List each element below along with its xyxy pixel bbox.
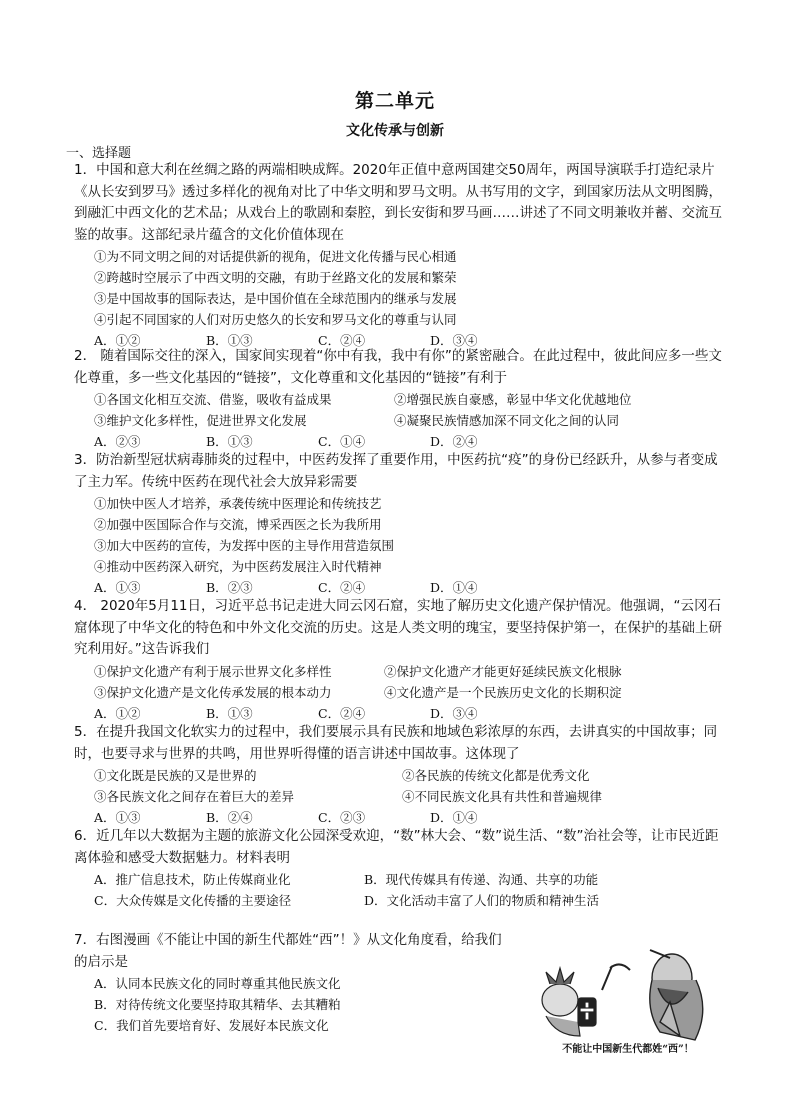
page-title: 第二单元 xyxy=(354,90,435,112)
question-3 xyxy=(74,450,724,598)
cartoon-caption: 不能让中国新生代都姓“西”！ xyxy=(562,1044,694,1055)
question-5-stem: 5．在提升我国文化软实力的过程中，我们要展示具有民族和地域色彩浓厚的东西，去讲真实的中国故事；同时，也要寻求与世界的共鸣，用世界听得懂的语言讲述中国故事。这体现了 xyxy=(74,724,718,762)
question-3-option: ③加大中医药的宣传，为发挥中医的主导作用营造氛围 xyxy=(94,538,395,553)
question-1-stem: 1．中国和意大利在丝绸之路的两端相映成辉。2020年正值中意两国建交50周年，两国导演联手打造纪录片《从长安到罗马》透过多样化的视角对比了中华文明和罗马文明。从书写用的文字，到国家历法从文明图腾，到融汇中西文化的艺术品；从戏台上的歌剧和秦腔，到长安街和罗马画……讲述了不同文明兼收并蓄、交流互鉴的故事。这部纪录片蕴含的文化价值体现在 xyxy=(74,162,722,243)
question-4-answers xyxy=(74,703,724,724)
answer-choice: B．①③ xyxy=(206,434,253,449)
question-6-stem: 6．近几年以大数据为主题的旅游文化公园深受欢迎，“数”林大会、“数”说生活、“数”治社会等，让市民近距离体验和感受大数据魅力。材料表明 xyxy=(74,828,719,866)
question-6-option: A．推广信息技术，防止传媒商业化 xyxy=(94,872,291,887)
question-1-option: ②跨越时空展示了中西文明的交融，有助于丝路文化的发展和繁荣 xyxy=(94,270,457,285)
question-1-option: ③是中国故事的国际表达，是中国价值在全球范围内的继承与发展 xyxy=(94,291,457,306)
question-4 xyxy=(74,596,724,724)
question-4-option: ④文化遗产是一个民族历史文化的长期积淀 xyxy=(384,684,622,700)
question-2 xyxy=(74,346,724,452)
question-3-stem: 3．防治新型冠状病毒肺炎的过程中，中医药发挥了重要作用，中医药抗“疫”的身份已经跃升，从参与者变成了主力军。传统中医药在现代社会大放异彩需要 xyxy=(74,452,718,490)
question-3-option: ①加快中医人才培养，承袭传统中医理论和传统技艺 xyxy=(94,496,382,511)
answer-choice: B．②④ xyxy=(206,810,253,825)
question-5 xyxy=(74,722,724,828)
answer-choice: C．②④ xyxy=(318,333,366,348)
question-2-answers xyxy=(74,431,724,452)
question-6-option: D．文化活动丰富了人们的物质和精神生活 xyxy=(364,893,600,908)
question-3-answers xyxy=(74,577,724,598)
answer-choice: B．①③ xyxy=(206,705,253,721)
question-3-option: ④推动中医药深入研究，为中医药发展注入时代精神 xyxy=(94,559,382,574)
question-2-option: ④凝聚民族情感加深不同文化之间的认同 xyxy=(394,413,620,428)
question-1-option: ①为不同文明之间的对话提供新的视角，促进文化传播与民心相通 xyxy=(94,249,457,264)
question-5-option: ①文化既是民族的又是世界的 xyxy=(94,768,257,783)
question-4-option: ③保护文化遗产是文化传承发展的根本动力 xyxy=(94,684,332,700)
question-5-options-row xyxy=(74,765,724,786)
question-5-option: ②各民族的传统文化都是优秀文化 xyxy=(402,768,590,783)
child-figure xyxy=(542,968,596,1036)
question-1-option: ④引起不同国家的人们对历史悠久的长安和罗马文化的尊重与认同 xyxy=(94,312,457,327)
question-2-options-row xyxy=(74,389,724,410)
answer-choice: A．①② xyxy=(94,333,141,348)
answer-choice: C．①④ xyxy=(318,434,366,449)
question-1 xyxy=(74,160,724,351)
question-2-option: ②增强民族自豪感，彰显中华文化优越地位 xyxy=(394,392,632,407)
question-5-answers xyxy=(74,807,724,828)
question-7-option: A．认同本民族文化的同时尊重其他民族文化 xyxy=(94,976,341,991)
question-7-option: B．对待传统文化要坚持取其精华、去其糟粕 xyxy=(94,997,341,1012)
question-4-options-row xyxy=(74,682,724,703)
answer-choice: A．①③ xyxy=(94,580,141,595)
section-heading: 一、选择题 xyxy=(66,146,132,161)
question-5-option: ④不同民族文化具有共性和普遍规律 xyxy=(402,789,603,804)
answer-choice: A．①③ xyxy=(94,810,141,825)
answer-choice: D．②④ xyxy=(430,434,478,449)
question-2-option: ③维护文化多样性，促进世界文化发展 xyxy=(94,413,307,428)
question-4-option: ②保护文化遗产才能更好延续民族文化根脉 xyxy=(384,663,622,679)
question-5-option: ③各民族文化之间存在着巨大的差异 xyxy=(94,789,295,804)
question-2-option: ①各国文化相互交流、借鉴，吸收有益成果 xyxy=(94,392,332,407)
question-4-option: ①保护文化遗产有利于展示世界文化多样性 xyxy=(94,663,332,679)
question-7 xyxy=(74,930,514,1036)
answer-choice: A．①② xyxy=(94,705,141,721)
answer-choice: C．②④ xyxy=(318,580,366,595)
question-7-stem: 7．右图漫画《不能让中国的新生代都姓“西”！》从文化角度看，给我们的启示是 xyxy=(74,932,502,970)
question-7-option: C．我们首先要培育好、发展好本民族文化 xyxy=(94,1018,329,1033)
answer-choice: D．③④ xyxy=(430,333,478,348)
elder-figure xyxy=(602,950,703,1040)
page-subtitle: 文化传承与创新 xyxy=(346,123,444,139)
question-6-option: C．大众传媒是文化传播的主要途径 xyxy=(94,893,292,908)
answer-choice: C．②③ xyxy=(318,810,366,825)
answer-choice: B．①③ xyxy=(206,333,253,348)
answer-choice: C．②④ xyxy=(318,705,366,721)
question-4-stem: 4． 2020年5月11日，习近平总书记走进大同云冈石窟，实地了解历史文化遗产保护情况。他强调，“云冈石窟体现了中华文化的特色和中外文化交流的历史。这是人类文明的瑰宝，要坚持保护第一，在保护的基础上研究利用好。”这告诉我们 xyxy=(74,598,722,657)
question-5-options-row xyxy=(74,786,724,807)
question-3-option: ②加强中医国际合作与交流，博采西医之长为我所用 xyxy=(94,517,382,532)
question-2-options-row xyxy=(74,410,724,431)
answer-choice: A．②③ xyxy=(94,434,141,449)
question-6-option: B．现代传媒具有传递、沟通、共享的功能 xyxy=(364,872,599,887)
answer-choice: D．③④ xyxy=(430,705,478,721)
question-6 xyxy=(74,826,724,911)
question-4-options-row xyxy=(74,661,724,682)
question-6-options-row xyxy=(74,890,724,911)
question-6-options-row xyxy=(74,869,724,890)
answer-choice: D．①④ xyxy=(430,810,478,825)
answer-choice: D．①④ xyxy=(430,580,478,595)
question-2-stem: 2． 随着国际交往的深入，国家间实现着“你中有我，我中有你”的紧密融合。在此过程中，彼此间应多一些文化尊重，多一些文化基因的“链接”，文化尊重和文化基因的“链接”有利于 xyxy=(74,348,722,386)
answer-choice: B．②③ xyxy=(206,580,253,595)
